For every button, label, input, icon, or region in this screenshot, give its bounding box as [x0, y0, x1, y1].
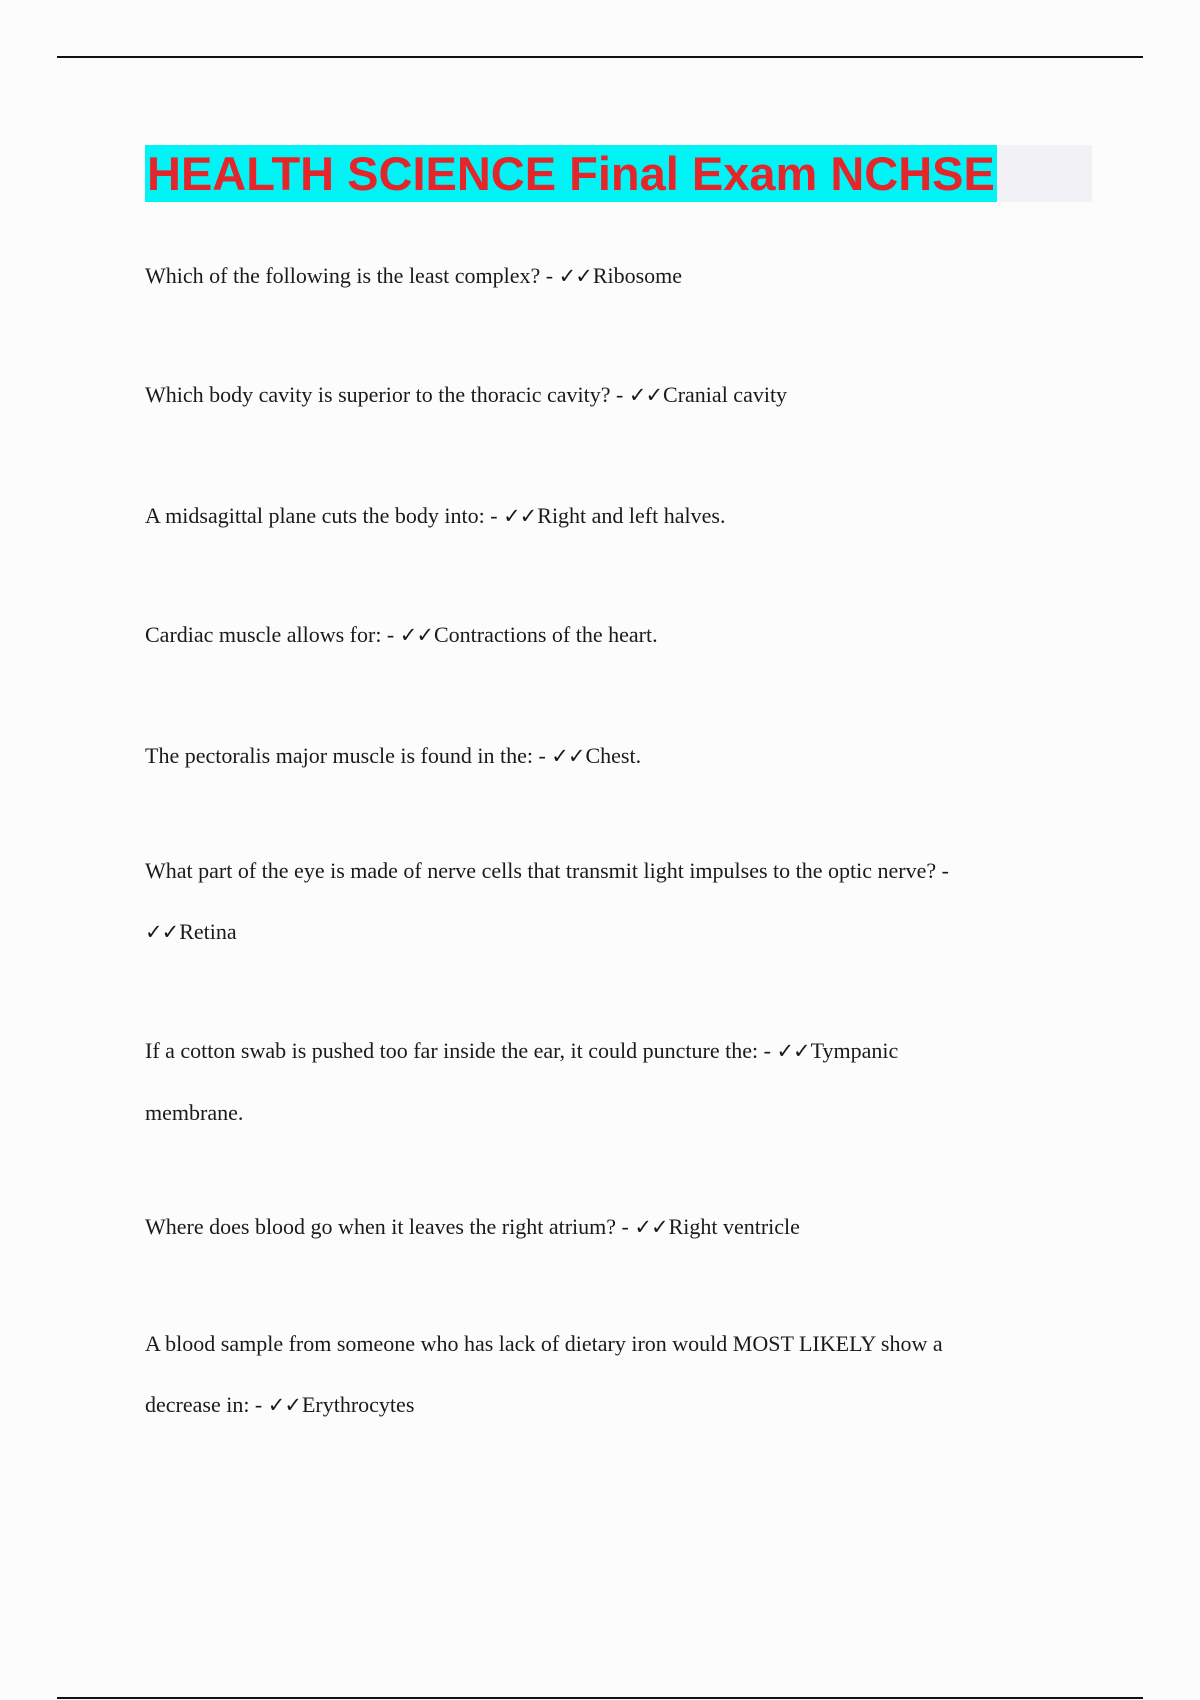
answer-line	[145, 1082, 1045, 1143]
question-text: Where does blood go when it leaves the right atrium? -	[145, 1214, 629, 1239]
double-check-icon: ✓✓	[399, 623, 433, 647]
answer-text: Chest.	[585, 743, 642, 768]
answer-text: Right and left halves.	[537, 503, 726, 528]
page-top-rule	[57, 56, 1143, 58]
question-text: What part of the eye is made of nerve cells that transmit light impulses to the optic nerve? -	[145, 858, 949, 883]
double-check-icon: ✓✓	[551, 744, 585, 768]
page-bottom-rule	[57, 1697, 1143, 1699]
double-check-icon: ✓✓	[634, 1215, 668, 1239]
double-check-icon: ✓✓	[267, 1393, 301, 1417]
answer-text: Contractions of the heart.	[433, 622, 658, 647]
qa-item	[145, 1196, 1045, 1258]
question-line	[145, 1313, 1045, 1374]
qa-item	[145, 725, 1045, 787]
qa-item	[145, 364, 1045, 426]
answer-text: Right ventricle	[668, 1214, 800, 1239]
question-text: Which body cavity is superior to the thoracic cavity? -	[145, 382, 624, 407]
qa-item	[145, 485, 1045, 547]
answer-text: Tympanic	[810, 1038, 899, 1063]
question-text: The pectoralis major muscle is found in the: -	[145, 743, 546, 768]
question-text-continued: decrease in: -	[145, 1392, 263, 1417]
qa-item	[145, 840, 1045, 963]
double-check-icon: ✓✓	[558, 264, 592, 288]
answer-text: Ribosome	[592, 263, 683, 288]
answer-line	[145, 901, 1045, 963]
title-band	[145, 145, 1092, 202]
question-text: If a cotton swab is pushed too far inside the ear, it could puncture the: -	[145, 1038, 771, 1063]
question-line	[145, 840, 1045, 901]
double-check-icon: ✓✓	[776, 1039, 810, 1063]
question-line	[145, 1020, 1045, 1082]
question-text: Cardiac muscle allows for: -	[145, 622, 395, 647]
question-answer-line	[145, 1374, 1045, 1436]
answer-text: Erythrocytes	[301, 1392, 415, 1417]
question-text: A midsagittal plane cuts the body into: -	[145, 503, 498, 528]
question-text: Which of the following is the least complex? -	[145, 263, 554, 288]
title-highlight	[145, 145, 997, 202]
answer-text-continued: membrane.	[145, 1100, 244, 1125]
double-check-icon: ✓✓	[628, 383, 663, 407]
page-title: HEALTH SCIENCE Final Exam NCHSE	[147, 147, 995, 200]
qa-item	[145, 1020, 1045, 1143]
answer-text: Retina	[179, 919, 237, 944]
answer-text: Cranial cavity	[663, 382, 788, 407]
double-check-icon: ✓✓	[145, 920, 179, 944]
double-check-icon: ✓✓	[503, 504, 537, 528]
question-text: A blood sample from someone who has lack of dietary iron would MOST LIKELY show a	[145, 1331, 943, 1356]
qa-item	[145, 245, 1045, 307]
qa-item	[145, 1313, 1045, 1436]
qa-item	[145, 604, 1045, 666]
